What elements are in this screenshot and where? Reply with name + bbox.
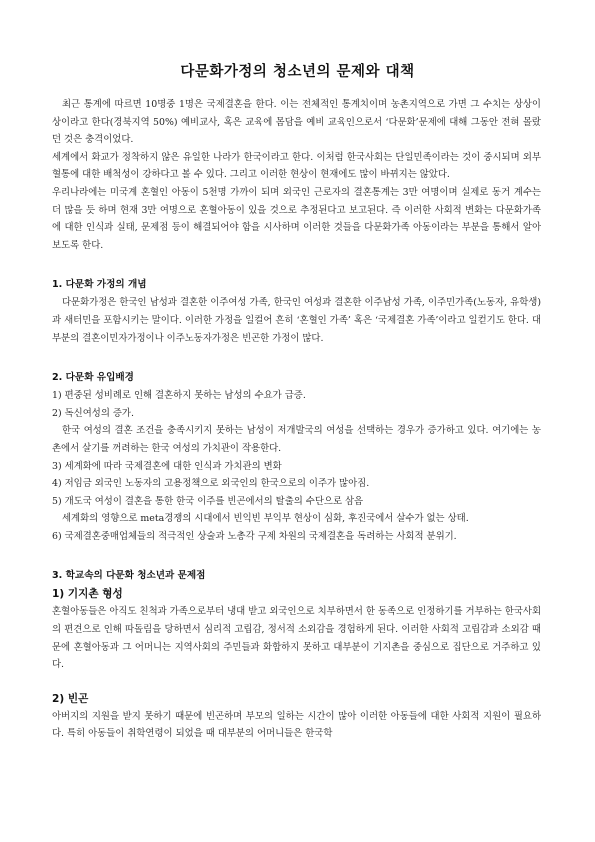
section-2-item: 5) 개도국 여성이 결혼을 통한 한국 이주를 빈곤에서의 탈출의 수단으로 삼음	[52, 495, 364, 507]
section-1-body: 다문화가정은 한국인 남성과 결혼한 이주여성 가족, 한국인 여성과 결혼한 이주남성 가족, 이주민가족(노동자, 유학생)과 새터민을 포함시키는 말이다. 이러한 가정을 일컬어 흔히 ‘혼혈인 가족’ 혹은 ‘국제결혼 가족’이라고 일컫기도 한다. 대부분의 결혼이민자가정이나 이주노동자가정은 빈곤한 가정이 많다.	[52, 297, 541, 344]
section-2-item: 3) 세계화에 따라 국제결혼에 대한 인식과 가치관의 변화	[52, 460, 282, 472]
section-1-heading: 1. 다문화 가정의 개념	[52, 279, 147, 291]
intro-paragraph-2: 세계에서 화교가 정착하지 않은 유일한 나라가 한국이라고 한다. 이처럼 한국사회는 단일민족이라는 것이 중시되며 외부혈통에 대한 배척성이 강하다고 볼 수 있다. 그리고 이러한 현상이 현재에도 많이 바뀌지는 않았다.	[52, 151, 541, 181]
document-title: 다문화가정의 청소년의 문제와 대책	[180, 64, 415, 80]
section-2-heading: 2. 다문화 유입배경	[52, 372, 134, 384]
section-2-item: 2) 독신여성의 증가.	[52, 407, 134, 419]
section-3-subheading-2: 2) 빈곤	[52, 692, 89, 705]
section-2-item: 1) 편중된 성비례로 인해 결혼하지 못하는 남성의 수요가 급증.	[52, 390, 306, 402]
intro-paragraph-1: 최근 통계에 따르면 10명중 1명은 국제결혼을 한다. 이는 전체적인 통계치이며 농촌지역으로 가면 그 수치는 상상이상이라고 한다(경북지역 50%) 예비교사, 혹은 교육에 몸담을 예비 교육인으로서 ‘다문화’문제에 대해 그동안 전혀 몰랐던 것은 충격이었다.	[52, 99, 541, 146]
section-2-item: 세계화의 영향으로 meta경쟁의 시대에서 빈익빈 부익부 현상이 심화, 후진국에서 살수가 없는 상태.	[62, 513, 469, 525]
intro-paragraph-3: 우리나라에는 미국계 혼혈인 아동이 5천명 가까이 되며 외국인 근로자의 결혼통계는 3만 여명이며 실제로 동거 계수는 더 많을 듯 하며 현재 3만 여명으로 혼혈아동이 있을 것으로 추정된다고 보고된다. 즉 이러한 사회적 변화는 다문화가족에 대한 인식과 실태, 문제점 등이 해결되어야 함을 시사하며 이러한 것들을 다문화가족 아동이라는 부분을 통해서 알아보도록 한다.	[52, 186, 541, 251]
section-2-item: 4) 저임금 외국인 노동자의 고용정책으로 외국인의 한국으로의 이주가 많아짐.	[52, 478, 370, 490]
section-3-heading: 3. 학교속의 다문화 청소년과 문제점	[52, 570, 206, 582]
section-2-item: 한국 여성의 결혼 조건을 충족시키지 못하는 남성이 저개발국의 여성을 선택하는 경우가 증가하고 있다. 여기에는 농촌에서 살기를 꺼려하는 한국 여성의 가치관이 작용한다.	[52, 425, 541, 454]
section-3-subheading-1: 1) 기지촌 형성	[52, 588, 123, 601]
section-2-item: 6) 국제결혼중매업체들의 적극적인 상술과 노총각 구제 차원의 국제결혼을 독려하는 사회적 분위기.	[52, 530, 457, 542]
section-3-sub2-body: 아버지의 지원을 받지 못하기 때문에 빈곤하며 부모의 일하는 시간이 많아 이러한 아동들에 대한 사회적 지원이 필요하다. 특히 아동들이 취학연령이 되었을 때 대부분의 어머니들은 한국학	[52, 710, 541, 740]
section-3-sub1-body: 혼혈아동들은 아직도 친척과 가족으로부터 냉대 받고 외국인으로 치부하면서 한 동족으로 인정하기를 거부하는 한국사회의 편견으로 인해 따돌림을 당하면서 심리적 고립감, 정서적 소외감을 경험하게 된다. 이러한 사회적 고립감과 소외감 때문에 혼혈아동과 그 어머니는 지역사회의 주민들과 화합하지 못하고 대부분이 기지촌을 중심으로 집단으로 거주하고 있다.	[52, 606, 541, 671]
document-body	[52, 96, 541, 743]
